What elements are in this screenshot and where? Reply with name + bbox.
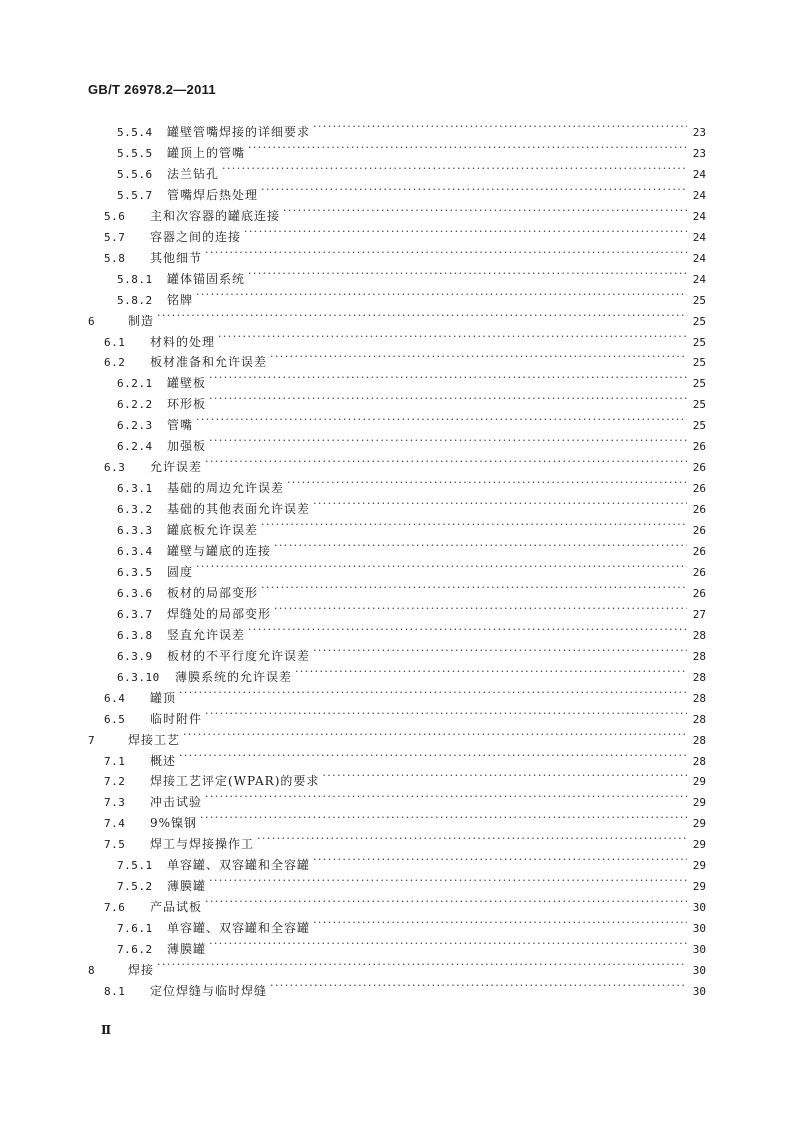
toc-entry-number: 5.7	[104, 230, 126, 244]
toc-entry-title: 冲击试验	[150, 795, 203, 810]
toc-leader-dots	[205, 705, 687, 723]
toc-entry[interactable]	[88, 956, 706, 977]
toc-entry-page: 29	[692, 838, 706, 852]
toc-entry-title: 薄膜系统的允许误差	[175, 669, 293, 684]
toc-leader-dots	[274, 537, 687, 555]
toc-entry[interactable]	[104, 788, 706, 810]
toc-entry[interactable]	[117, 432, 706, 454]
toc-entry-title: 板材准备和允许误差	[150, 355, 268, 370]
toc-entry-number: 6.3.4	[117, 545, 153, 558]
toc-entry-page: 26	[692, 586, 706, 600]
toc-entry[interactable]	[117, 621, 706, 642]
toc-leader-dots	[313, 118, 687, 136]
toc-leader-dots	[205, 788, 687, 806]
toc-leader-dots	[270, 348, 687, 366]
toc-entry-title: 焊缝处的局部变形	[167, 606, 272, 621]
toc-leader-dots	[157, 956, 687, 974]
toc-entry[interactable]	[117, 411, 706, 433]
toc-entry-page: 24	[692, 230, 706, 244]
toc-leader-dots	[313, 851, 687, 869]
toc-entry-page: 26	[692, 440, 706, 454]
toc-entry-number: 7.1	[104, 754, 126, 768]
toc-leader-dots	[200, 809, 687, 827]
toc-entry[interactable]	[104, 244, 706, 265]
toc-entry-title: 产品试板	[150, 900, 203, 915]
toc-entry-title: 薄膜罐	[167, 879, 207, 894]
toc-entry-title: 板材的局部变形	[167, 585, 259, 600]
page-number-footer: Ⅱ	[101, 1023, 112, 1037]
toc-entry-number: 6.3.7	[117, 607, 153, 621]
toc-entry-number: 7.6	[104, 901, 126, 915]
toc-entry-page: 30	[692, 943, 706, 957]
toc-entry-title: 焊工与焊接操作工	[150, 837, 255, 852]
toc-entry-title: 薄膜罐	[167, 942, 207, 957]
toc-entry[interactable]	[104, 223, 706, 244]
toc-entry-title: 罐壁板	[167, 376, 207, 391]
toc-entry-page: 28	[692, 670, 706, 684]
toc-entry-title: 基础的其他表面允许误差	[167, 502, 311, 517]
toc-entry-title: 单容罐、双容罐和全容罐	[167, 858, 311, 873]
toc-entry[interactable]	[104, 809, 706, 831]
toc-entry[interactable]	[117, 160, 706, 181]
toc-entry[interactable]	[117, 118, 706, 139]
toc-entry-number: 6.3.3	[117, 524, 153, 538]
toc-entry-title: 管嘴	[167, 418, 194, 433]
toc-entry[interactable]	[104, 747, 706, 768]
toc-entry-title: 竖直允许误差	[167, 627, 246, 642]
toc-leader-dots	[179, 684, 687, 702]
toc-entry-number: 5.8.2	[117, 293, 153, 307]
toc-entry-title: 制造	[128, 313, 155, 328]
toc-leader-dots	[287, 474, 687, 492]
toc-entry-page: 30	[692, 984, 706, 998]
toc-entry-page: 28	[692, 691, 706, 705]
toc-entry[interactable]	[117, 474, 706, 496]
toc-entry[interactable]	[117, 872, 706, 894]
toc-leader-dots	[313, 914, 687, 932]
toc-entry[interactable]	[117, 642, 706, 663]
toc-entry-title: 管嘴焊后热处理	[167, 187, 259, 202]
toc-entry-title: 允许误差	[150, 460, 203, 475]
toc-entry-title: 材料的处理	[150, 334, 216, 349]
toc-entry-number: 7.4	[104, 817, 126, 831]
toc-entry-title: 临时附件	[150, 711, 203, 726]
toc-entry-number: 6.3.8	[117, 628, 153, 642]
toc-entry-title: 罐底板允许误差	[167, 523, 259, 538]
toc-leader-dots	[283, 202, 687, 220]
toc-entry[interactable]	[117, 558, 706, 579]
toc-entry-title: 焊接	[128, 963, 155, 977]
toc-entry-number: 7.5.1	[117, 859, 153, 873]
toc-entry-number: 6.1	[104, 335, 126, 349]
toc-entry-title: 板材的不平行度允许误差	[167, 648, 311, 663]
toc-entry-page: 30	[692, 922, 706, 936]
toc-leader-dots	[183, 726, 687, 744]
toc-entry[interactable]	[104, 453, 706, 475]
toc-entry-number: 7.3	[104, 796, 126, 810]
toc-entry-title: 法兰钻孔	[167, 166, 220, 181]
toc-leader-dots	[179, 747, 687, 765]
toc-entry[interactable]	[117, 495, 706, 517]
toc-entry-page: 25	[692, 398, 706, 412]
toc-entry-title: 加强板	[167, 439, 207, 454]
toc-entry-number: 6.2.3	[117, 419, 153, 433]
toc-leader-dots	[257, 830, 687, 848]
toc-entry-title: 概述	[150, 753, 177, 768]
toc-entry-page: 28	[692, 712, 706, 726]
toc-entry[interactable]	[117, 265, 706, 286]
toc-entry-number: 7.6.2	[117, 943, 153, 957]
toc-entry-page: 26	[692, 565, 706, 579]
toc-entry-number: 6.3.5	[117, 565, 153, 579]
toc-entry-page: 24	[692, 272, 706, 286]
toc-entry-title: 罐体锚固系统	[167, 271, 246, 286]
toc-leader-dots	[261, 516, 687, 534]
toc-entry-number: 5.8	[104, 251, 126, 265]
toc-entry[interactable]	[88, 726, 706, 747]
toc-entry-page: 30	[692, 964, 706, 977]
toc-entry[interactable]	[117, 516, 706, 538]
toc-entry[interactable]	[104, 893, 706, 915]
toc-entry-page: 26	[692, 503, 706, 517]
toc-entry[interactable]	[104, 767, 706, 789]
toc-entry-number: 5.5.5	[117, 146, 153, 160]
toc-entry-page: 29	[692, 817, 706, 831]
toc-leader-dots	[313, 495, 687, 513]
toc-entry-number: 7.6.1	[117, 922, 153, 936]
toc-leader-dots	[205, 453, 687, 471]
toc-leader-dots	[196, 411, 687, 429]
toc-entry[interactable]	[117, 286, 706, 307]
toc-entry-title: 罐顶	[150, 690, 177, 705]
toc-entry-page: 26	[692, 482, 706, 496]
toc-entry-page: 24	[692, 209, 706, 223]
toc-entry-page: 24	[692, 167, 706, 181]
toc-leader-dots	[274, 600, 687, 618]
toc-entry-title: 单容罐、双容罐和全容罐	[167, 921, 311, 936]
toc-entry-number: 7.5	[104, 838, 126, 852]
toc-entry-title: 焊接工艺	[128, 732, 181, 747]
toc-entry-page: 25	[692, 356, 706, 370]
toc-entry-title: 铭牌	[167, 292, 194, 307]
toc-entry-page: 28	[692, 754, 706, 768]
toc-entry-number: 6.2.4	[117, 440, 153, 454]
toc-entry-page: 28	[692, 649, 706, 663]
toc-entry-page: 23	[692, 126, 706, 139]
toc-entry-page: 25	[692, 293, 706, 307]
toc-entry-page: 29	[692, 859, 706, 873]
toc-entry-page: 26	[692, 461, 706, 475]
toc-entry-title: 其他细节	[150, 250, 203, 265]
toc-entry[interactable]	[117, 390, 706, 412]
toc-entry-number: 5.6	[104, 209, 126, 223]
toc-entry-number: 5.5.7	[117, 188, 153, 202]
toc-entry[interactable]	[104, 684, 706, 705]
toc-entry-title: 环形板	[167, 397, 207, 412]
toc-leader-dots	[261, 579, 687, 597]
toc-entry[interactable]	[104, 830, 706, 852]
toc-leader-dots	[248, 621, 687, 639]
toc-entry-number: 8.1	[104, 984, 126, 998]
toc-entry-number: 6.2.1	[117, 377, 153, 391]
toc-entry[interactable]	[117, 537, 706, 558]
toc-leader-dots	[261, 181, 687, 199]
toc-entry-number: 6.2.2	[117, 398, 153, 412]
toc-entry-page: 28	[692, 628, 706, 642]
toc-leader-dots	[209, 935, 687, 953]
toc-entry-page: 29	[692, 775, 706, 789]
toc-entry-page: 29	[692, 796, 706, 810]
toc-entry-page: 23	[692, 146, 706, 160]
toc-entry-number: 6.3.1	[117, 482, 153, 496]
toc-entry-number: 6.3.10	[117, 670, 160, 684]
toc-entry-page: 30	[692, 901, 706, 915]
toc-entry[interactable]	[88, 307, 706, 328]
toc-entry-page: 27	[692, 607, 706, 621]
toc-entry[interactable]	[117, 369, 706, 391]
toc-leader-dots	[248, 265, 687, 283]
toc-leader-dots	[295, 663, 687, 681]
toc-entry-page: 28	[692, 733, 706, 747]
standard-number-header: GB/T 26978.2—2011	[88, 82, 216, 97]
toc-leader-dots	[157, 307, 687, 325]
toc-entry[interactable]	[117, 139, 706, 160]
toc-entry-title: 焊接工艺评定(WPAR)的要求	[150, 774, 320, 789]
toc-leader-dots	[209, 390, 687, 408]
toc-entry[interactable]	[117, 851, 706, 873]
toc-entry-page: 25	[692, 377, 706, 391]
toc-entry-title: 圆度	[167, 564, 194, 579]
toc-leader-dots	[270, 977, 687, 995]
toc-entry-title: 罐顶上的管嘴	[167, 145, 246, 160]
toc-entry-title: 基础的周边允许误差	[167, 481, 285, 496]
toc-entry[interactable]	[117, 600, 706, 621]
toc-leader-dots	[209, 369, 687, 387]
toc-entry-number: 6.3	[104, 461, 126, 475]
toc-leader-dots	[209, 432, 687, 450]
toc-entry-page: 26	[692, 545, 706, 558]
toc-entry-number: 6	[88, 314, 96, 328]
toc-entry[interactable]	[104, 977, 706, 998]
toc-entry-title: 9%镍钢	[150, 816, 198, 831]
toc-entry-number: 5.8.1	[117, 272, 153, 286]
toc-entry-number: 8	[88, 964, 96, 977]
toc-leader-dots	[244, 223, 687, 241]
toc-entry-page: 25	[692, 419, 706, 433]
toc-entry-number: 7	[88, 733, 96, 747]
toc-entry-title: 定位焊缝与临时焊缝	[150, 983, 268, 998]
toc-entry[interactable]	[117, 914, 706, 936]
toc-entry-page: 24	[692, 188, 706, 202]
toc-entry[interactable]	[104, 328, 706, 349]
toc-entry-title: 容器之间的连接	[150, 229, 242, 244]
toc-entry-page: 24	[692, 251, 706, 265]
toc-entry-number: 6.5	[104, 712, 126, 726]
toc-entry-number: 5.5.4	[117, 126, 153, 139]
toc-leader-dots	[196, 286, 687, 304]
toc-entry-number: 6.3.9	[117, 649, 153, 663]
toc-entry[interactable]	[104, 705, 706, 726]
toc-entry[interactable]	[117, 181, 706, 202]
toc-entry-page: 25	[692, 314, 706, 328]
toc-entry-page: 29	[692, 880, 706, 894]
toc-leader-dots	[248, 139, 687, 157]
toc-leader-dots	[218, 328, 687, 346]
toc-leader-dots	[205, 244, 687, 262]
toc-leader-dots	[209, 872, 687, 890]
toc-leader-dots	[222, 160, 687, 178]
toc-entry-number: 6.2	[104, 356, 126, 370]
toc-entry-number: 6.4	[104, 691, 126, 705]
toc-entry[interactable]	[117, 663, 706, 684]
toc-entry-title: 罐壁与罐底的连接	[167, 544, 272, 558]
toc-entry[interactable]	[104, 202, 706, 223]
toc-entry[interactable]	[117, 579, 706, 600]
toc-leader-dots	[196, 558, 687, 576]
toc-entry-number: 6.3.6	[117, 586, 153, 600]
toc-entry-number: 7.2	[104, 775, 126, 789]
toc-entry-number: 7.5.2	[117, 880, 153, 894]
toc-entry-title: 罐壁管嘴焊接的详细要求	[167, 125, 311, 139]
toc-entry-number: 6.3.2	[117, 503, 153, 517]
toc-entry-number: 5.5.6	[117, 167, 153, 181]
toc-entry[interactable]	[117, 935, 706, 957]
toc-entry-page: 25	[692, 335, 706, 349]
toc-leader-dots	[313, 642, 687, 660]
toc-leader-dots	[205, 893, 687, 911]
toc-entry-page: 26	[692, 524, 706, 538]
toc-leader-dots	[322, 767, 687, 785]
toc-entry[interactable]	[104, 348, 706, 370]
toc-entry-title: 主和次容器的罐底连接	[150, 208, 281, 223]
